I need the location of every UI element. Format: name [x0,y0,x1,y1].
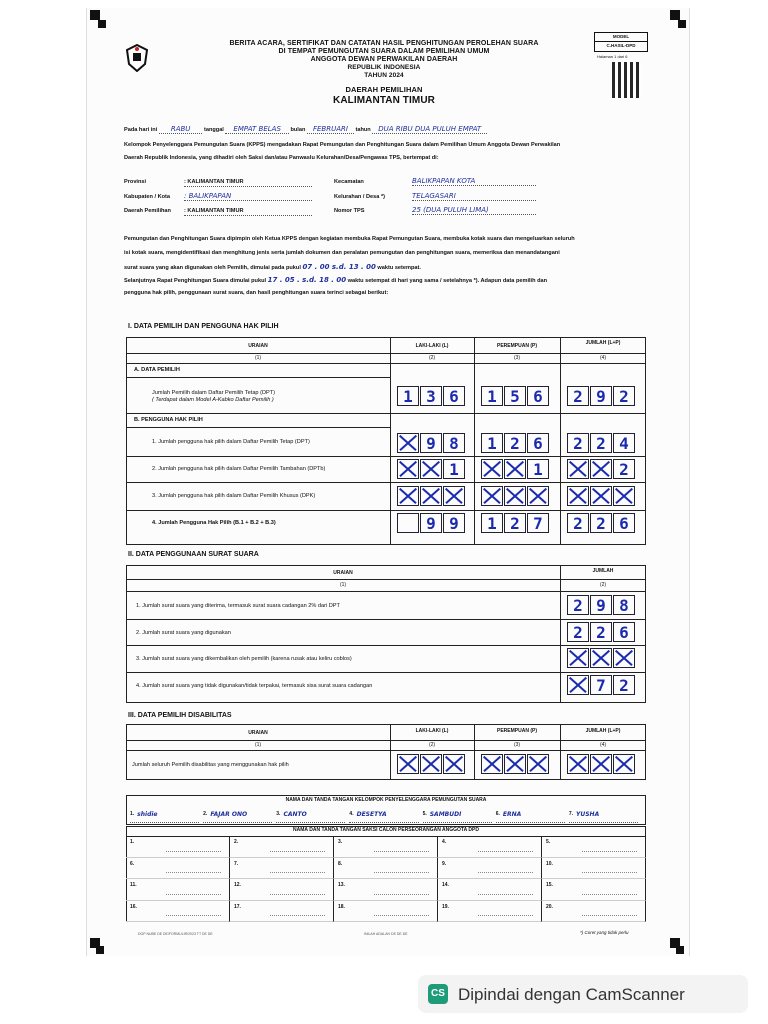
crossed-digit-box [527,754,549,774]
saksi-number: 9. [442,860,447,867]
crossed-digit-box [567,675,589,695]
section-3-title: III. DATA PEMILIH DISABILITAS [128,712,232,719]
kpps-number: 7. [568,811,574,817]
kpps-number: 2. [203,811,208,817]
saksi-signature-slot [438,879,542,901]
saksi-title: NAMA DAN TANDA TANGAN SAKSI CALON PERSEORANGAN ANGGOTA DPD [293,827,479,833]
digit-box: 2 [567,386,589,406]
saksi-signature-slot [230,858,334,880]
kpps-title: NAMA DAN TANDA TANGAN KELOMPOK PENYELENGGARA PEMUNGUTAN SUARA [285,797,487,803]
s1-b4-perempuan-boxes [481,513,549,533]
digit-box: 1 [481,513,503,533]
s2-r3-label: 3. Jumlah surat suara yang dikembalikan oleh pemilih (karena rusak atau keliru coblos) [136,656,352,662]
voting-time: 07 . 00 s.d. 13 . 00 [302,263,376,271]
paragraph-line-2: isi kotak suara, mengidentifikasi dan menghitung jenis serta jumlah dokumen dan peralatan pemungutan dan penghitungan suara, memeriksa dan menandatangani [124,250,560,256]
saksi-number: 10. [546,860,553,867]
crossed-digit-box [567,648,589,668]
digit-box: 4 [613,433,635,453]
kpps-signature: DESETYA [356,810,387,818]
digit-box: 2 [504,433,526,453]
s1-num-1: (1) [254,355,262,361]
kpps-signature-slot [349,806,418,823]
s1-b2-laki-boxes [397,459,465,479]
saksi-signature-slot [126,836,230,858]
date-label: tanggal [203,127,224,133]
s3-num-4: (4) [599,742,607,748]
crossed-digit-box [613,648,635,668]
digit-box: 6 [527,433,549,453]
s1-b4-jumlah-boxes [567,513,635,533]
header-line-3: ANGGOTA DEWAN PERWAKILAN DAERAH [310,56,458,63]
saksi-number: 20. [546,903,553,910]
s1-a-jumlah-boxes [567,386,635,406]
tps-value: 25 (DUA PULUH LIMA) [412,207,536,215]
digit-box: 2 [567,433,589,453]
s2-r4-label: 4. Jumlah surat suara yang tidak digunakan/tidak terpakai, termasuk sisa surat suara cadangan [136,683,373,689]
digit-box: 2 [590,433,612,453]
digit-box: 7 [527,513,549,533]
s1-col-perempuan: PEREMPUAN (P) [496,343,537,349]
crossed-digit-box [443,486,465,506]
saksi-number: 3. [338,839,343,845]
saksi-number: 7. [234,860,239,867]
saksi-number: 14. [442,882,449,888]
saksi-signature-slot [230,901,334,923]
crossed-digit-box [567,486,589,506]
crossed-digit-box [567,459,589,479]
crossed-digit-box [613,486,635,506]
digit-box: 2 [567,622,589,642]
kpps-number: 3. [276,811,281,817]
digit-box: 9 [590,386,612,406]
paragraph-line-1: Pemungutan dan Penghitungan Suara dipimpin oleh Ketua KPPS dengan kegiatan membuka Rapat Pemungutan Suara, membuka kotak suara dan mengeluarkan seluruh [124,236,575,242]
s1-a-title: A. DATA PEMILIH [134,367,180,373]
s2-num-2: (2) [599,582,607,588]
provinsi-label: Provinsi [124,179,147,185]
kecamatan-value: BALIKPAPAN KOTA [412,178,536,186]
s3-num-1: (1) [254,742,262,748]
kpps-signature-slot [423,806,492,823]
crossed-digit-box [504,486,526,506]
header-dapil-label: DAERAH PEMILIHAN [345,85,423,94]
s2-r3-boxes [567,648,635,668]
kpps-signature: shidie [137,810,158,818]
s1-b2-perempuan-boxes [481,459,549,479]
saksi-number: 11. [130,882,137,888]
s1-b3-perempuan-boxes [481,486,549,506]
s3-r1-label: Jumlah seluruh Pemilih disabilitas yang menggunakan hak pilih [132,762,289,768]
crossed-digit-box [481,754,503,774]
s1-a-row-line2: ( Terdapat dalam Model A-Kabko Daftar Pemilih ) [152,397,274,403]
s1-b3-label: 3. Jumlah pengguna hak pilih dalam Daftar Pemilih Khusus (DPK) [152,493,316,499]
s3-laki-boxes [397,754,465,774]
saksi-number: 6. [130,860,135,867]
digit-box: 8 [443,433,465,453]
corner-mark [90,10,100,20]
kpps-signature: ERNA [502,810,522,818]
digit-box: 2 [590,622,612,642]
kpps-number: 1. [130,811,135,817]
page-indicator: Halaman 1 dari 6 [597,54,628,59]
kpps-signature-slot [496,806,565,823]
kpps-number: 4. [349,811,354,817]
digit-box: 8 [613,595,635,615]
s2-col-uraian: URAIAN [333,570,353,576]
month-label: bulan [290,127,306,133]
s3-jumlah-boxes [567,754,635,774]
crossed-digit-box [420,486,442,506]
paragraph-line-4-c: waktu setempat di hari yang sama / setelahnya *). Adapun data pemilih dan [347,278,548,284]
corner-mark [98,20,106,28]
kpps-signature: SAMBUDI [429,810,462,818]
s1-num-2: (2) [428,355,436,361]
crossed-digit-box [420,754,442,774]
s3-perempuan-boxes [481,754,549,774]
saksi-signature-slot [126,879,230,901]
crossed-digit-box [590,459,612,479]
saksi-signature-slot [438,836,542,858]
dapil-value: : KALIMANTAN TIMUR [184,208,312,216]
s1-a-row-label [152,390,275,404]
saksi-number: 15. [546,882,553,888]
model-code: C.HASIL-DPD [595,41,647,50]
crossed-digit-box [397,486,419,506]
digit-box: 7 [590,675,612,695]
saksi-number: 13. [338,882,345,888]
saksi-signature-slot [438,901,542,923]
digit-box: 1 [443,459,465,479]
s1-a-row-line1: Jumlah Pemilih dalam Daftar Pemilih Tetap (DPT) [152,390,276,396]
digit-box: 2 [504,513,526,533]
digit-box: 9 [420,433,442,453]
dapil-label: Daerah Pemilihan [124,208,171,214]
digit-box: 6 [527,386,549,406]
s2-r2-boxes [567,622,635,642]
corner-mark [676,946,684,954]
kpps-number: 6. [495,811,500,817]
digit-box: 2 [567,595,589,615]
saksi-signature-slot [542,858,646,880]
crossed-digit-box [443,754,465,774]
saksi-signature-slot [542,901,646,923]
digit-box: 6 [613,513,635,533]
saksi-number: 4. [442,839,447,845]
saksi-signature-slot [334,836,438,858]
qr-code-icon [612,62,642,98]
opening-line [124,126,664,134]
digit-box: 1 [481,433,503,453]
digit-box: 1 [397,386,419,406]
s3-col-laki: LAKI-LAKI (L) [415,728,449,734]
footer-mid: INILAH ADALAH DE DE DE [364,932,408,936]
kpps-signature: CANTO [283,810,307,818]
digit-box: 5 [504,386,526,406]
s3-col-uraian: URAIAN [248,730,268,736]
crossed-digit-box [590,648,612,668]
s3-col-jumlah: JUMLAH (L+P) [585,728,621,734]
kpps-signature-slot [130,806,199,823]
saksi-number: 1. [130,839,135,845]
crossed-digit-box [527,486,549,506]
s1-col-laki: LAKI-LAKI (L) [415,343,449,349]
crossed-digit-box [397,433,419,453]
s1-b1-laki-boxes [397,433,465,453]
date-value: EMPAT BELAS [225,125,288,134]
saksi-signature-slot [542,836,646,858]
digit-box: 2 [613,675,635,695]
s1-b-title: B. PENGGUNA HAK PILIH [134,417,203,423]
saksi-number: 19. [442,903,449,910]
s2-col-jumlah: JUMLAH [592,568,614,574]
s1-b4-label: 4. Jumlah Pengguna Hak Pilih (B.1 + B.2 + B.3) [152,520,276,526]
opening-text-1: Kelompok Penyelenggara Pemungutan Suara (KPPS) mengadakan Rapat Pemungutan dan Penghitungan Suara dalam Pemilihan Umum Anggota Dewan Perwakilan [124,142,561,148]
saksi-signature-slot [438,858,542,880]
opening-text-2: Daerah Republik Indonesia, yang dihadiri oleh Saksi dan/atau Panwaslu Kelurahan/Desa/Pengawas TPS, bertempat di: [124,155,439,161]
kpps-signature: FAJAR ONO [210,810,248,818]
header-line-1: BERITA ACARA, SERTIFIKAT DAN CATATAN HASIL PENGHITUNGAN PEROLEHAN SUARA [229,40,539,47]
footer-left: DOP NUBE DE DE/FORMULIR/2023 TT DE DE [138,932,213,936]
header-dapil-value: KALIMANTAN TIMUR [333,95,435,106]
saksi-number: 12. [234,882,241,888]
tps-label: Nomor TPS [334,208,365,214]
s1-b3-jumlah-boxes [567,486,635,506]
day-value: RABU [159,125,203,134]
s1-a-perempuan-boxes [481,386,549,406]
saksi-signature-slot [126,858,230,880]
digit-box: 3 [420,386,442,406]
s3-col-perempuan: PEREMPUAN (P) [496,728,537,734]
digit-box: 9 [590,595,612,615]
kpps-signature-row [130,806,642,823]
header-line-2: DI TEMPAT PEMUNGUTAN SUARA DALAM PEMILIHAN UMUM [278,48,490,55]
digit-box: 9 [443,513,465,533]
digit-box: 6 [613,622,635,642]
digit-box: 2 [613,459,635,479]
crossed-digit-box [420,459,442,479]
corner-mark [670,10,680,20]
saksi-number: 5. [546,839,551,845]
camscanner-logo: CS [428,984,448,1004]
kecamatan-label: Kecamatan [334,179,364,185]
year-value: DUA RIBU DUA PULUH EMPAT [372,125,487,134]
saksi-signature-slot [230,879,334,901]
saksi-number: 16. [130,903,137,910]
s3-num-3: (3) [513,742,521,748]
section-2-title: II. DATA PENGGUNAAN SURAT SUARA [128,551,259,558]
saksi-number: 2. [234,839,239,845]
header-line-4: REPUBLIK INDONESIA [347,64,421,71]
paragraph-line-5: pengguna hak pilih, penggunaan surat suara, dan hasil penghitungan suara terinci sebagai berikut: [124,290,389,296]
provinsi-value: : KALIMANTAN TIMUR [184,179,312,187]
crossed-digit-box [481,459,503,479]
kpps-signature-slot [203,806,272,823]
kabupaten-value: : BALIKPAPAN [184,193,312,201]
model-label: MODEL [612,34,630,39]
s1-col-uraian: URAIAN [248,343,268,349]
crossed-digit-box [397,459,419,479]
s3-num-2: (2) [428,742,436,748]
s1-b1-jumlah-boxes [567,433,635,453]
corner-mark [678,20,686,28]
paragraph-line-4 [124,276,680,285]
crossed-digit-box [613,754,635,774]
digit-box: 1 [481,386,503,406]
digit-box: 2 [590,513,612,533]
saksi-signature-slot [126,901,230,923]
crossed-digit-box [397,754,419,774]
crossed-digit-box [567,754,589,774]
s2-r1-label: 1. Jumlah surat suara yang diterima, termasuk surat suara cadangan 2% dari DPT [136,603,340,609]
saksi-number: 18. [338,903,345,910]
s2-r2-label: 2. Jumlah surat suara yang digunakan [136,630,231,636]
s1-b2-jumlah-boxes [567,459,635,479]
paragraph-line-4-a: Selanjutnya Rapat Penghitungan Suara dimulai pukul [124,278,267,284]
header-line-5: TAHUN 2024 [364,72,404,79]
counting-time: 17 . 05 . s.d. 18 . 00 [267,276,347,284]
section-1-title: I. DATA PEMILIH DAN PENGGUNA HAK PILIH [128,323,279,330]
kpps-signature: YUSHA [576,810,600,818]
digit-box [397,513,419,533]
s1-b3-laki-boxes [397,486,465,506]
saksi-grid [126,836,646,922]
kpps-signature-slot [569,806,638,823]
digit-box: 1 [527,459,549,479]
kabupaten-label: Kabupaten / Kota [124,194,170,200]
saksi-signature-slot [230,836,334,858]
crossed-digit-box [590,486,612,506]
s1-a-laki-boxes [397,386,465,406]
s2-r4-boxes [567,675,635,695]
saksi-signature-slot [334,901,438,923]
saksi-signature-slot [334,879,438,901]
saksi-number: 8. [338,860,343,867]
s1-num-3: (3) [513,355,521,361]
saksi-signature-slot [542,879,646,901]
kelurahan-value: TELAGASARI [412,193,536,201]
paragraph-line-3-a: surat suara yang akan digunakan oleh Pemilih, dimulai pada pukul [124,265,301,271]
s2-r1-boxes [567,595,635,615]
s1-col-jumlah: JUMLAH (L+P) [585,340,621,346]
s1-b2-label: 2. Jumlah pengguna hak pilih dalam Daftar Pemilih Tambahan (DPTb) [152,466,326,472]
day-label: Pada hari ini [124,127,158,133]
s1-b1-label: 1. Jumlah pengguna hak pilih dalam Daftar Pemilih Tetap (DPT) [152,439,310,445]
year-label: tahun [355,127,371,133]
s1-num-4: (4) [599,355,607,361]
digit-box: 2 [613,386,635,406]
kelurahan-label: Kelurahan / Desa *) [334,194,385,200]
digit-box: 6 [443,386,465,406]
crossed-digit-box [504,459,526,479]
s1-b1-perempuan-boxes [481,433,549,453]
s2-num-1: (1) [339,582,347,588]
camscanner-text: Dipindai dengan CamScanner [458,985,685,1004]
saksi-number: 17. [234,903,241,910]
month-value: FEBRUARI [307,125,354,134]
model-box [594,32,648,52]
paragraph-line-3 [124,263,680,272]
crossed-digit-box [590,754,612,774]
paragraph-line-3-c: waktu setempat. [377,265,421,271]
s1-b4-laki-boxes [397,513,465,533]
saksi-signature-slot [334,858,438,880]
footer-note: *) Coret yang tidak perlu [580,930,629,935]
crossed-digit-box [481,486,503,506]
digit-box: 2 [567,513,589,533]
crossed-digit-box [504,754,526,774]
digit-box: 9 [420,513,442,533]
kpps-signature-slot [276,806,345,823]
proceedings-paragraph [124,235,680,297]
corner-mark [96,946,104,954]
kpps-number: 5. [422,811,427,817]
